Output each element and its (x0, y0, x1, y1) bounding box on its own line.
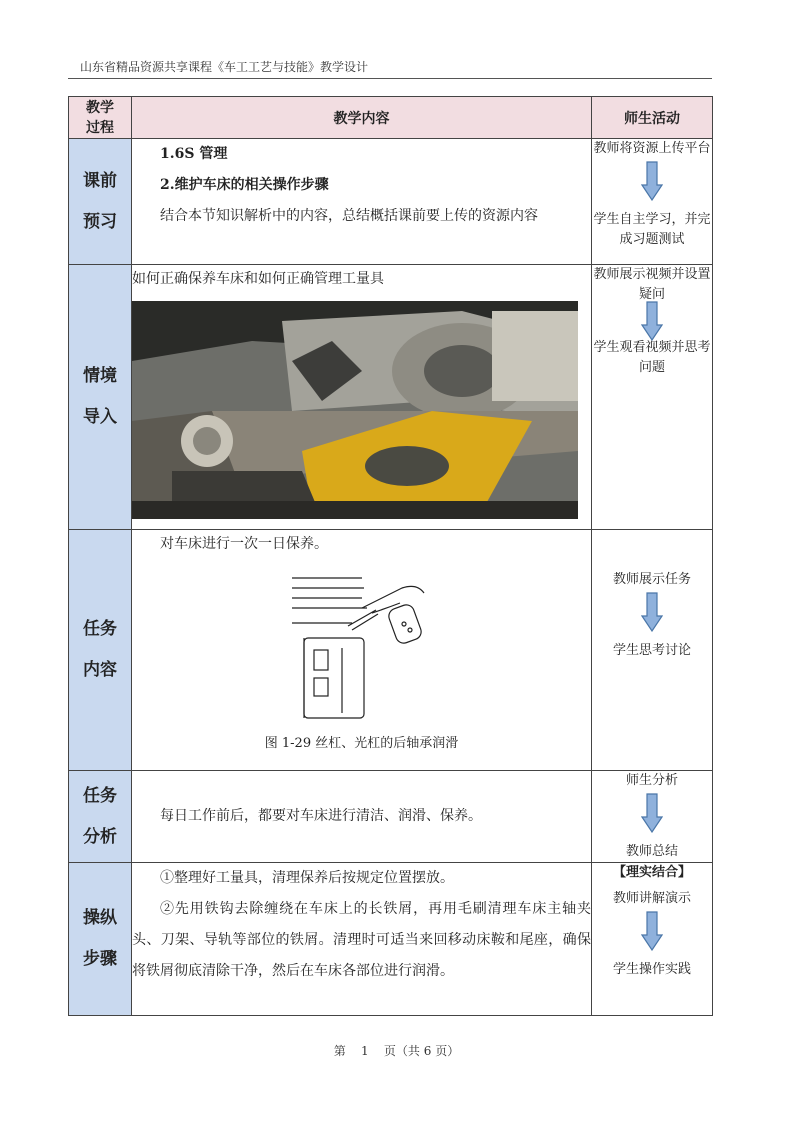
phase-label: 任务 分析 (83, 785, 117, 847)
content-paragraph: 结合本节知识解析中的内容，总结概括课前要上传的资源内容 (160, 208, 538, 224)
phase-label: 情境 导入 (83, 366, 117, 427)
lathe-lubrication-figure (292, 568, 432, 728)
header-content: 教学内容 (132, 97, 592, 139)
page-footer: 第 1 页（共 6 页） (333, 1044, 460, 1058)
header-rule (68, 78, 712, 79)
table-header-row (69, 97, 713, 139)
phase-label: 任务 内容 (83, 619, 117, 680)
activity-student: 学生自主学习，并完成习题测试 (593, 212, 711, 247)
content-cell (132, 863, 592, 1016)
lathe-photo (132, 301, 578, 519)
header-process-label: 教学 过程 (86, 99, 114, 136)
activity-teacher: 教师讲解演示 (612, 891, 691, 906)
activity-student: 学生观看视频并思考问题 (593, 340, 711, 375)
phase-label: 操纵 步骤 (83, 908, 117, 969)
activity-teacher: 教师将资源上传平台 (593, 141, 711, 156)
table-row (69, 265, 713, 530)
document-header: 山东省精品资源共享课程《车工工艺与技能》教学设计 (80, 60, 369, 74)
activity-cell (592, 139, 713, 265)
table-row (69, 530, 713, 771)
activity-teacher: 教师展示任务 (612, 572, 691, 587)
activity-cell (592, 863, 713, 1016)
activity-cell (592, 530, 713, 771)
activity-student: 教师总结 (625, 844, 678, 859)
content-step-1: ①整理好工量具，清理保养后按规定位置摆放。 (160, 870, 454, 886)
header-process (69, 97, 132, 139)
content-item-2: 2.维护车床的相关操作步骤 (160, 177, 329, 193)
activity-teacher: 教师展示视频并设置疑问 (593, 267, 711, 302)
content-analysis: 每日工作前后，都要对车床进行清洁、润滑、保养。 (160, 808, 482, 824)
phase-label: 课前 预习 (83, 170, 117, 232)
table-row (69, 139, 713, 265)
down-arrow-icon (641, 911, 663, 951)
down-arrow-icon (641, 592, 663, 632)
phase-cell (69, 265, 132, 530)
header-activity: 师生活动 (592, 97, 713, 139)
content-cell (132, 139, 592, 265)
activity-student: 学生操作实践 (612, 962, 691, 977)
table-row (69, 771, 713, 863)
phase-cell (69, 139, 132, 265)
activity-cell (592, 771, 713, 863)
lesson-table (68, 96, 713, 1016)
down-arrow-icon (641, 793, 663, 833)
content-cell (132, 265, 592, 530)
figure-caption: 图 1-29 丝杠、光杠的后轴承润滑 (264, 736, 459, 751)
phase-cell (69, 530, 132, 771)
content-cell (132, 771, 592, 863)
content-step-2: ②先用铁钩去除缠绕在车床上的长铁屑，再用毛刷清理车床主轴夹头、刀架、导轨等部位的铁屑。清理时可适当来回移动床鞍和尾座，确保将铁屑彻底清除干净，然后在车床各部位进行润滑。 (132, 901, 591, 979)
content-question: 如何正确保养车床和如何正确管理工量具 (132, 271, 384, 287)
activity-cell (592, 265, 713, 530)
activity-student: 学生思考讨论 (612, 643, 691, 658)
activity-tag: 【理实结合】 (612, 865, 691, 880)
down-arrow-icon (641, 301, 663, 341)
content-task: 对车床进行一次一日保养。 (160, 536, 328, 552)
activity-teacher: 师生分析 (625, 773, 678, 788)
phase-cell (69, 771, 132, 863)
content-cell (132, 530, 592, 771)
phase-cell (69, 863, 132, 1016)
content-item-1: 1.6S 管理 (160, 146, 228, 162)
table-row (69, 863, 713, 1016)
down-arrow-icon (641, 161, 663, 201)
